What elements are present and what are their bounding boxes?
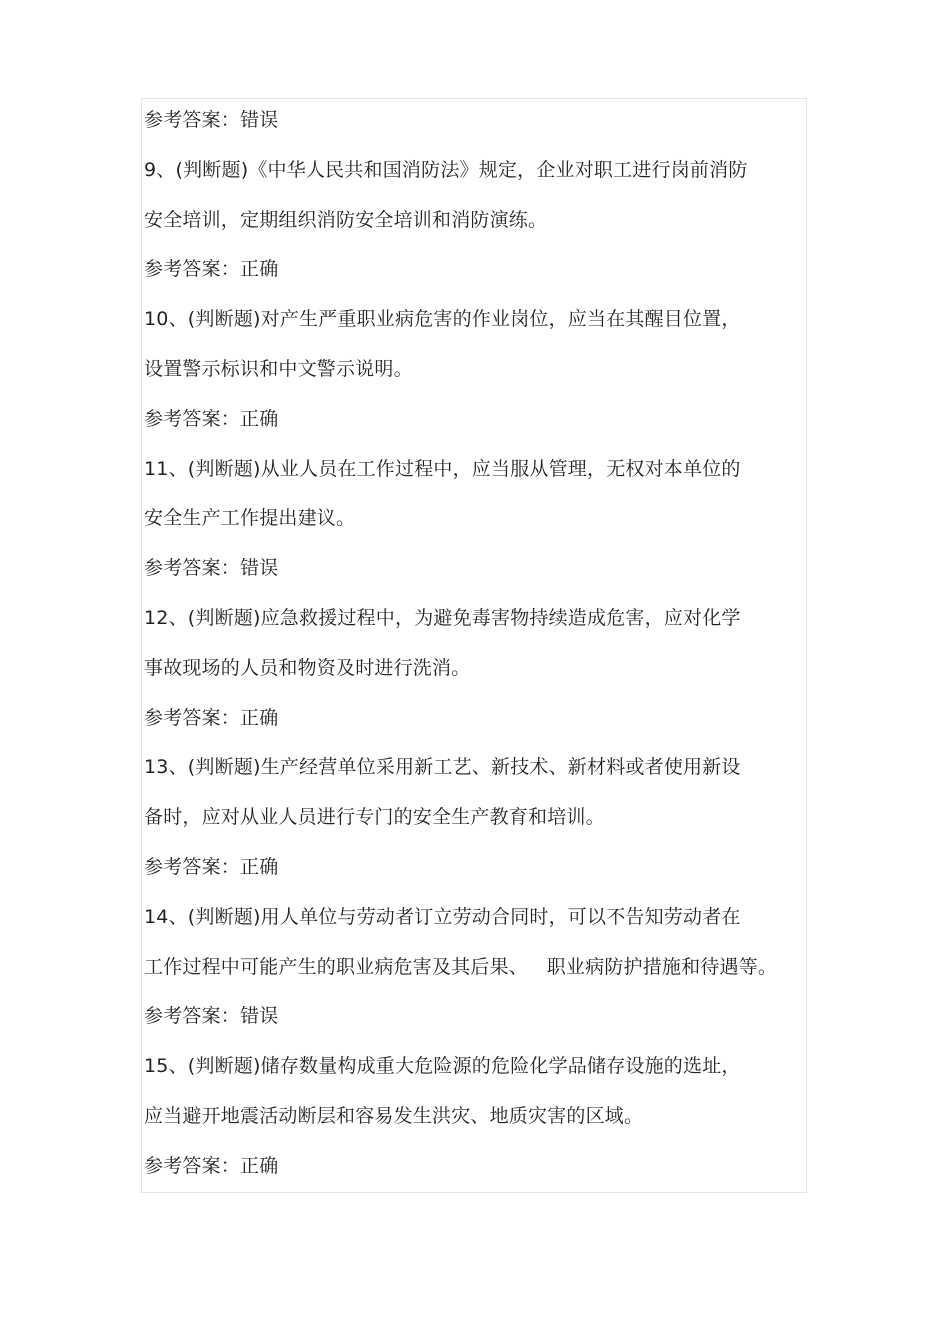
question-list	[144, 96, 804, 1192]
question-13-line-2: 备时，应对从业人员进行专门的安全生产教育和培训。	[144, 806, 605, 829]
question-12-line-1: 12、(判断题)应急救援过程中，为避免毒害物持续造成危害，应对化学	[144, 606, 741, 629]
question-9-line-1: 9、(判断题)《中华人民共和国消防法》规定，企业对职工进行岗前消防	[144, 158, 748, 181]
answer-12: 参考答案：正确	[144, 706, 279, 729]
answer-line: 参考答案：错误	[144, 109, 279, 131]
question-9-line-2: 安全培训，定期组织消防安全培训和消防演练。	[144, 208, 548, 231]
answer-10: 参考答案：正确	[144, 407, 279, 430]
question-14-line-2: 工作过程中可能产生的职业病危害及其后果、 职业病防护措施和待遇等。	[144, 955, 778, 978]
question-15-line-1: 15、(判断题)储存数量构成重大危险源的危险化学品储存设施的选址，	[144, 1055, 741, 1078]
answer-15: 参考答案：正确	[144, 1154, 279, 1177]
question-10-line-1: 10、(判断题)对产生严重职业病危害的作业岗位，应当在其醒目位置，	[144, 308, 741, 331]
question-15-line-2: 应当避开地震活动断层和容易发生洪灾、地质灾害的区域。	[144, 1104, 644, 1127]
question-14-line-1: 14、(判断题)用人单位与劳动者订立劳动合同时，可以不告知劳动者在	[144, 905, 741, 928]
question-11-line-1: 11、(判断题)从业人员在工作过程中，应当服从管理，无权对本单位的	[144, 457, 741, 480]
answer-14: 参考答案：错误	[144, 1005, 279, 1028]
question-11-line-2: 安全生产工作提出建议。	[144, 507, 356, 530]
question-10-line-2: 设置警示标识和中文警示说明。	[144, 357, 413, 380]
answer-11: 参考答案：错误	[144, 557, 279, 580]
question-12-line-2: 事故现场的人员和物资及时进行洗消。	[144, 656, 471, 679]
question-13-line-1: 13、(判断题)生产经营单位采用新工艺、新技术、新材料或者使用新设	[144, 756, 741, 779]
answer-13: 参考答案：正确	[144, 855, 279, 878]
answer-9: 参考答案：正确	[144, 258, 279, 281]
